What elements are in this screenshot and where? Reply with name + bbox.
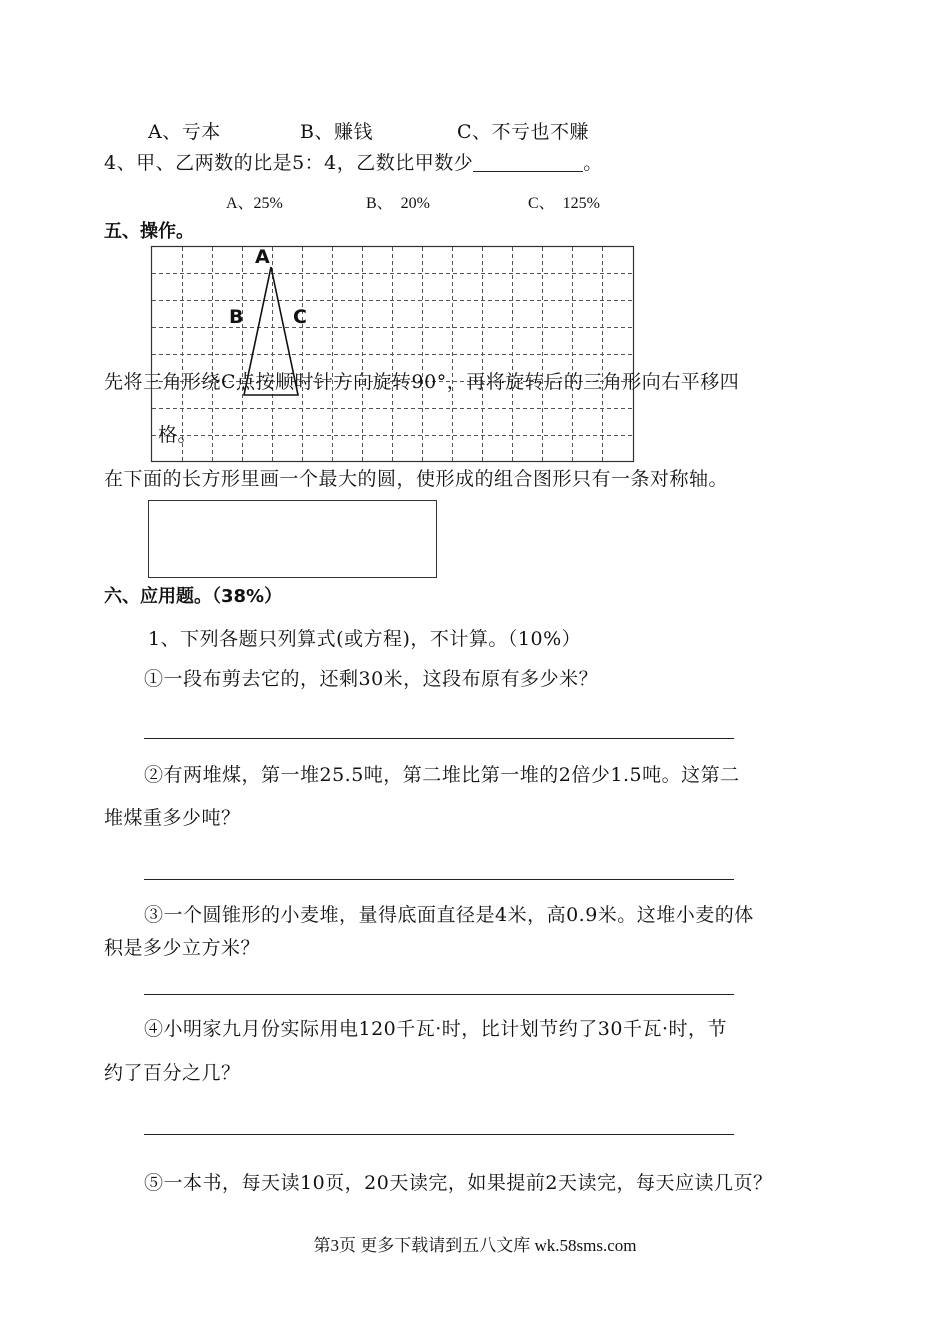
drawing-rectangle — [148, 500, 437, 578]
problem-3-line1: ③一个圆锥形的小麦堆，量得底面直径是4米，高0.9米。这堆小麦的体 — [144, 904, 754, 926]
section6-instruction: 1、下列各题只列算式(或方程)，不计算。（10%） — [148, 628, 582, 650]
q3-option-c: C、不亏也不赚 — [457, 121, 590, 143]
vertex-label-a: A — [255, 246, 270, 268]
q4-question — [104, 148, 603, 175]
answer-line-2 — [144, 879, 734, 880]
section5-title: 五、操作。 — [104, 221, 194, 242]
q3-option-b: B、赚钱 — [300, 121, 373, 143]
problem-2-line2: 堆煤重多少吨？ — [104, 807, 241, 829]
answer-line-4 — [144, 1134, 734, 1135]
rotate-instruction-line2: 格。 — [158, 424, 198, 446]
q4-option-a: A、25% — [226, 195, 283, 212]
vertex-label-c: C — [293, 306, 307, 328]
problem-2-line1: ②有两堆煤，第一堆25.5吨，第二堆比第一堆的2倍少1.5吨。这第二 — [144, 764, 740, 786]
problem-3-line2: 积是多少立方米？ — [104, 937, 261, 959]
vertex-label-b: B — [229, 306, 244, 328]
q4-option-b: B、 20% — [366, 195, 431, 212]
problem-4-line2: 约了百分之几？ — [104, 1062, 241, 1084]
section6-title: 六、应用题。（38%） — [104, 586, 283, 607]
grid-figure — [150, 245, 636, 463]
problem-4-line1: ④小明家九月份实际用电120千瓦·时，比计划节约了30千瓦·时，节 — [144, 1018, 728, 1040]
q4-answer-blank — [473, 153, 583, 172]
q3-option-a: A、亏本 — [148, 121, 221, 143]
circle-instruction: 在下面的长方形里画一个最大的圆，使形成的组合图形只有一条对称轴。 — [104, 468, 729, 490]
problem-1: ①一段布剪去它的，还剩30米，这段布原有多少米？ — [144, 668, 599, 690]
q4-text: 4、甲、乙两数的比是5：4，乙数比甲数少 — [104, 152, 474, 174]
q4-end: 。 — [583, 152, 603, 174]
answer-line-3 — [144, 994, 734, 995]
page-footer: 第3页 更多下载请到五八文库 wk.58sms.com — [313, 1236, 637, 1255]
q4-option-c: C、 125% — [528, 195, 601, 212]
answer-line-1 — [144, 738, 734, 739]
rotate-instruction-line1: 先将三角形绕C点按顺时针方向旋转90°，再将旋转后的三角形向右平移四 — [104, 371, 740, 393]
problem-5: ⑤一本书，每天读10页，20天读完，如果提前2天读完，每天应读几页？ — [144, 1172, 773, 1194]
